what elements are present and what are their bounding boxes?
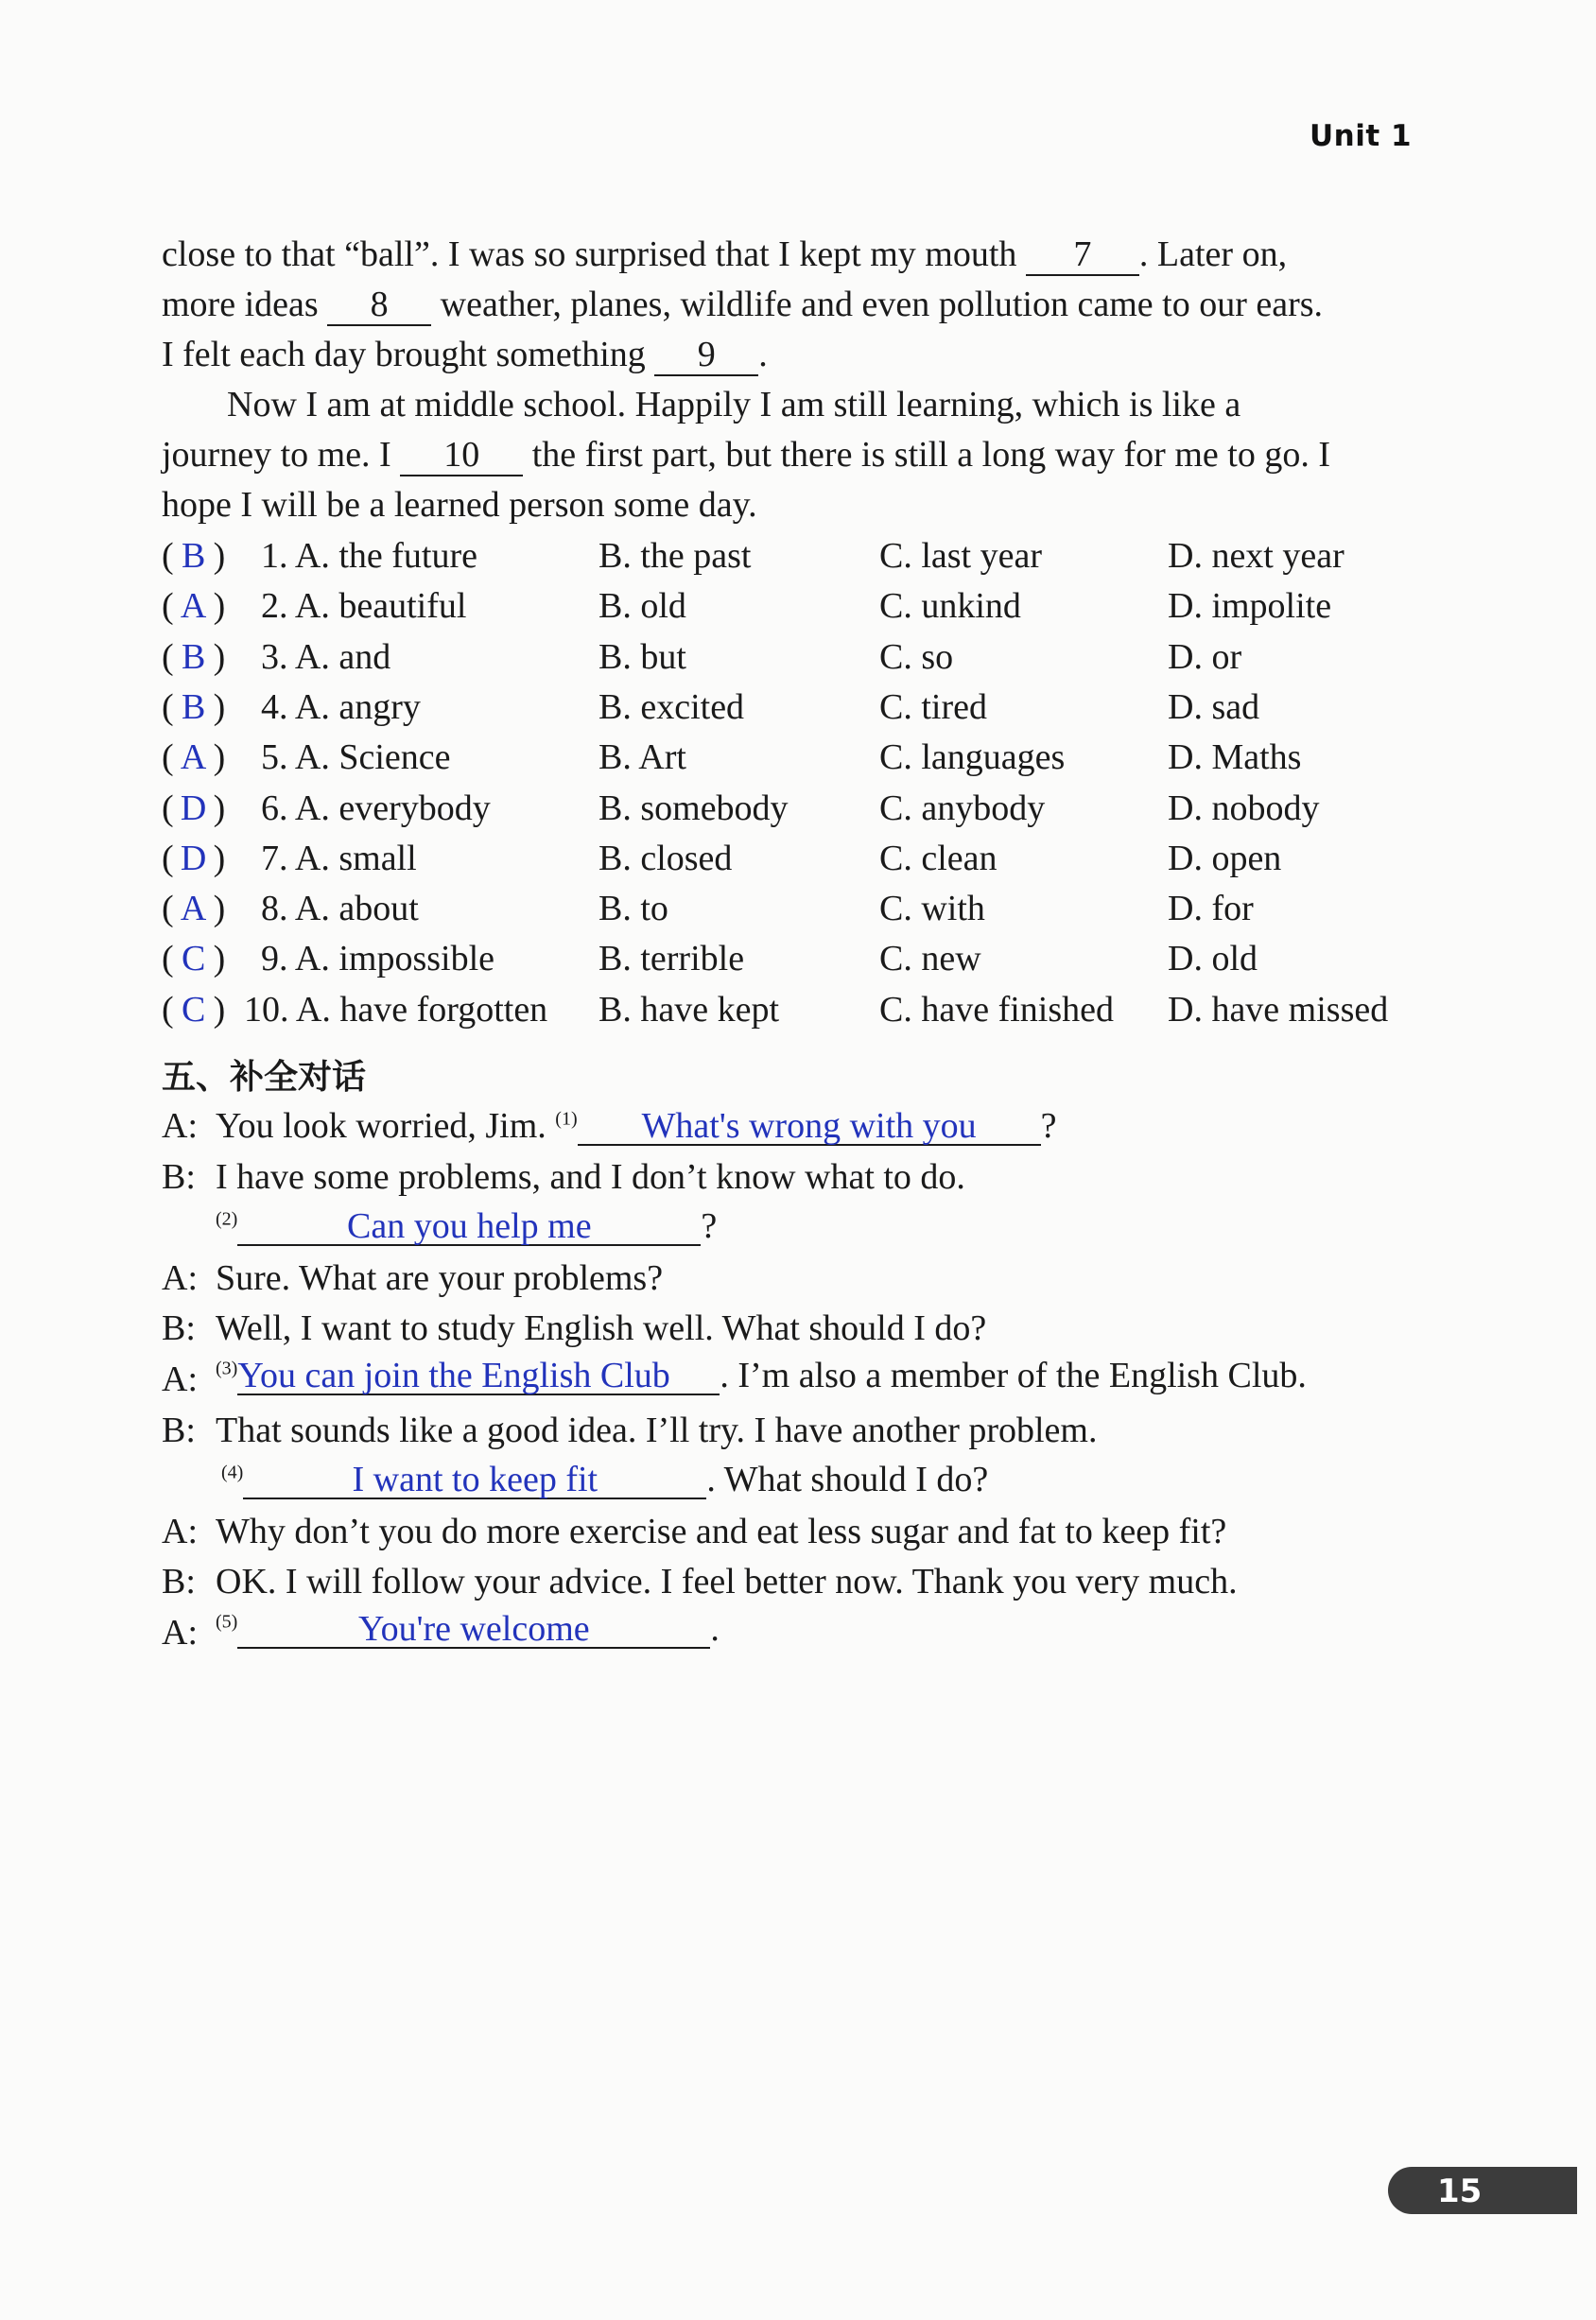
speaker-label: B: <box>162 1411 196 1450</box>
blank-number: (5) <box>216 1611 238 1633</box>
option-d: D. or <box>1168 637 1242 677</box>
option-c: C. new <box>879 939 981 978</box>
blank-7: 7 <box>1026 236 1139 276</box>
option-b: B. Art <box>598 737 686 777</box>
option-a: 5. A. Science <box>261 737 451 777</box>
option-c: C. last year <box>879 536 1043 576</box>
option-c: C. have finished <box>879 990 1115 1030</box>
passage-line-6: hope I will be a learned person some day. <box>162 485 757 525</box>
option-b: B. have kept <box>598 990 780 1030</box>
page-number: 15 <box>1437 2173 1483 2210</box>
answer-letter: A <box>180 889 207 928</box>
speaker-label: A: <box>162 1359 198 1399</box>
answer-bracket: ( B ) <box>162 637 226 677</box>
blank-number: (3) <box>216 1358 238 1379</box>
dialogue-line-10: OK. I will follow your advice. I feel better now. Thank you very much. <box>216 1562 1238 1601</box>
blank-number: (1) <box>555 1108 578 1130</box>
section-title: 五、补全对话 <box>162 1058 367 1097</box>
option-d: D. open <box>1168 839 1282 878</box>
dialogue-line-6: $^{(3)}$You can join the English Club . I’m also a member of the English Club. <box>216 1356 1307 1395</box>
option-b: B. to <box>598 889 668 928</box>
dialogue-answer-2: Can you help me <box>237 1208 701 1246</box>
answer-bracket: ( A ) <box>162 889 226 928</box>
speaker-label: B: <box>162 1562 196 1601</box>
passage-line-5: journey to me. I 10 the first part, but there is still a long way for me to go. I <box>162 435 1330 475</box>
option-b: B. closed <box>598 839 733 878</box>
option-c: C. clean <box>879 839 998 878</box>
passage-line-4: Now I am at middle school. Happily I am still learning, which is like a <box>227 385 1241 424</box>
option-d: D. have missed <box>1168 990 1389 1030</box>
option-d: D. impolite <box>1168 586 1332 626</box>
answer-letter: A <box>180 586 207 626</box>
answer-letter: C <box>181 990 206 1030</box>
answer-letter: D <box>180 839 207 878</box>
speaker-label: A: <box>162 1512 198 1551</box>
dialogue-answer-3: You can join the English Club <box>237 1358 720 1395</box>
dialogue-line-4: Sure. What are your problems? <box>216 1258 664 1298</box>
answer-bracket: ( D ) <box>162 788 226 828</box>
option-a: 3. A. and <box>261 637 391 677</box>
answer-bracket: ( C ) <box>162 939 226 978</box>
page-number-tab <box>1388 2167 1577 2214</box>
option-a: 4. A. angry <box>261 687 421 727</box>
answer-letter: B <box>181 637 206 677</box>
speaker-label: B: <box>162 1157 196 1197</box>
speaker-label: B: <box>162 1308 196 1348</box>
option-c: C. languages <box>879 737 1066 777</box>
option-b: B. old <box>598 586 686 626</box>
option-b: B. excited <box>598 687 745 727</box>
answer-letter: B <box>181 687 206 727</box>
dialogue-answer-1: What's wrong with you <box>578 1108 1041 1146</box>
blank-number: (2) <box>216 1208 238 1230</box>
answer-bracket: ( B ) <box>162 536 226 576</box>
answer-bracket: ( B ) <box>162 687 226 727</box>
dialogue-answer-5: You're welcome <box>237 1611 710 1649</box>
option-c: C. so <box>879 637 954 677</box>
dialogue-line-2: I have some problems, and I don’t know what to do. <box>216 1157 965 1197</box>
dialogue-line-5: Well, I want to study English well. What should I do? <box>216 1308 987 1348</box>
dialogue-line-11: $^{(5)}$ You're welcome . <box>216 1609 720 1649</box>
option-d: D. nobody <box>1168 788 1320 828</box>
speaker-label: A: <box>162 1258 198 1298</box>
dialogue-line-1: You look worried, Jim. $^{(1)}$ What's wrong with you ? <box>216 1106 1057 1146</box>
speaker-label: A: <box>162 1106 198 1146</box>
passage-line-1: close to that “ball”. I was so surprised that I kept my mouth 7 . Later on, <box>162 234 1288 274</box>
option-b: B. somebody <box>598 788 789 828</box>
option-d: D. sad <box>1168 687 1260 727</box>
option-c: C. with <box>879 889 985 928</box>
blank-9: 9 <box>654 337 758 376</box>
answer-letter: C <box>181 939 206 978</box>
speaker-label: A: <box>162 1613 198 1653</box>
dialogue-line-8: $^{(4)}$ I want to keep fit . What should I do? <box>221 1460 989 1499</box>
option-a: 9. A. impossible <box>261 939 495 978</box>
answer-letter: D <box>180 788 207 828</box>
answer-bracket: ( D ) <box>162 839 226 878</box>
option-a: 8. A. about <box>261 889 419 928</box>
option-b: B. the past <box>598 536 752 576</box>
option-a: 6. A. everybody <box>261 788 491 828</box>
answer-bracket: ( A ) <box>162 586 226 626</box>
option-c: C. tired <box>879 687 987 727</box>
blank-8: 8 <box>327 286 431 326</box>
option-c: C. unkind <box>879 586 1021 626</box>
blank-number: (4) <box>221 1462 244 1483</box>
option-d: D. Maths <box>1168 737 1302 777</box>
dialogue-line-7: That sounds like a good idea. I’ll try. I have another problem. <box>216 1411 1098 1450</box>
option-b: B. terrible <box>598 939 745 978</box>
dialogue-answer-4: I want to keep fit <box>243 1462 706 1499</box>
option-a: 7. A. small <box>261 839 417 878</box>
dialogue-line-9: Why don’t you do more exercise and eat less sugar and fat to keep fit? <box>216 1512 1227 1551</box>
option-d: D. old <box>1168 939 1258 978</box>
option-c: C. anybody <box>879 788 1046 828</box>
unit-header: Unit 1 <box>1310 119 1413 153</box>
blank-10: 10 <box>400 437 523 476</box>
option-a: 1. A. the future <box>261 536 478 576</box>
passage-line-3: I felt each day brought something 9 . <box>162 335 768 374</box>
option-d: D. next year <box>1168 536 1344 576</box>
option-d: D. for <box>1168 889 1254 928</box>
passage-line-2: more ideas 8 weather, planes, wildlife and even pollution came to our ears. <box>162 285 1324 324</box>
option-a: 2. A. beautiful <box>261 586 467 626</box>
answer-bracket: ( A ) <box>162 737 226 777</box>
answer-letter: A <box>180 737 207 777</box>
option-b: B. but <box>598 637 686 677</box>
answer-bracket: ( C ) <box>162 990 226 1030</box>
option-a: 10. A. have forgotten <box>244 990 548 1030</box>
answer-letter: B <box>181 536 206 576</box>
dialogue-line-3: $^{(2)}$ Can you help me ? <box>216 1206 718 1246</box>
